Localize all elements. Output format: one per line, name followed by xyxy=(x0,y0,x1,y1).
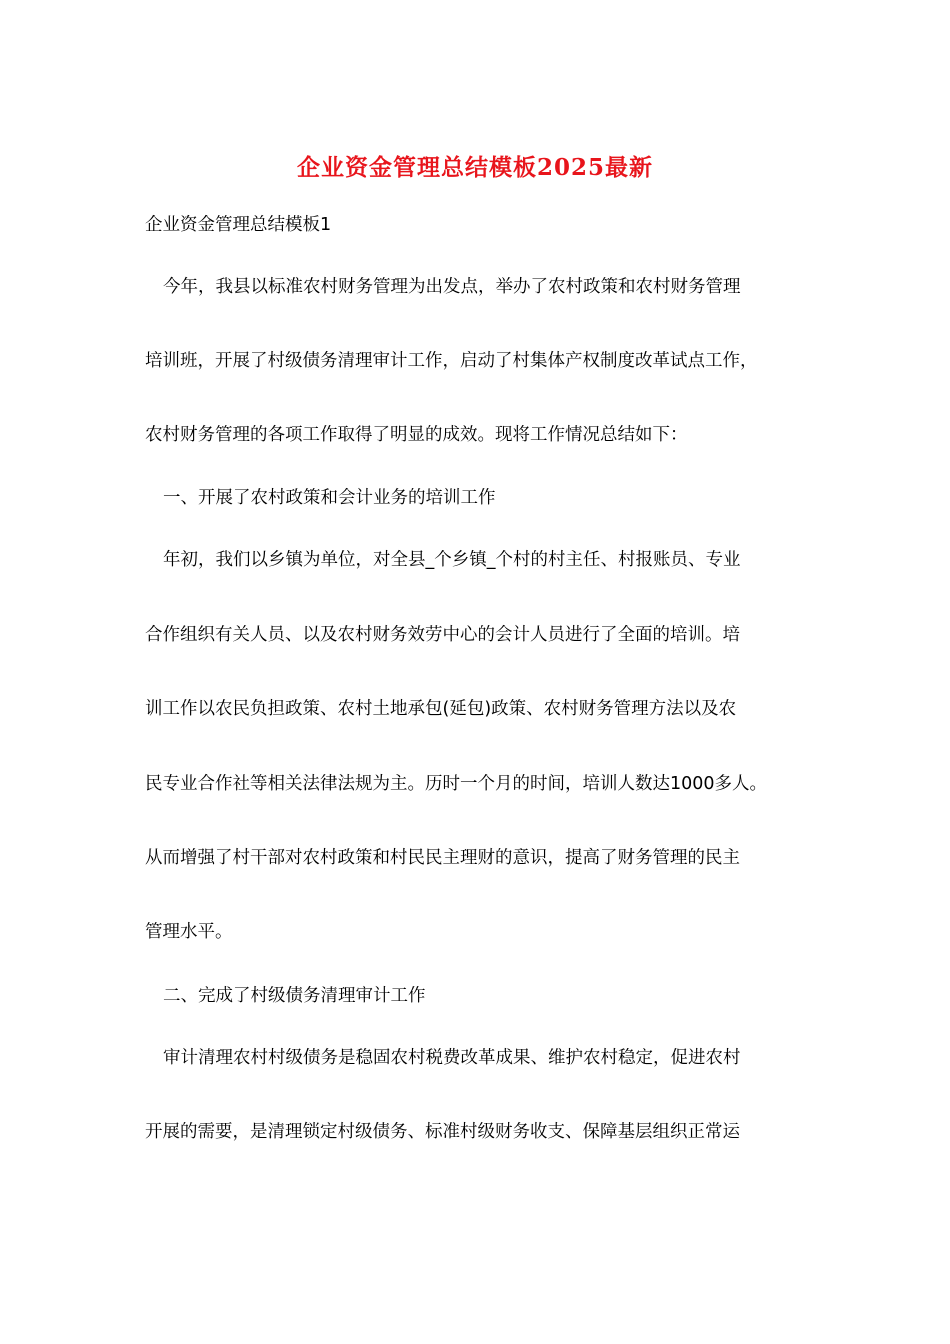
paragraph-line: 民专业合作社等相关法律法规为主。历时一个月的时间，培训人数达1000多人。 xyxy=(145,774,768,794)
paragraph-line: 训工作以农民负担政策、农村土地承包(延包)政策、农村财务管理方法以及农 xyxy=(145,699,737,719)
section-heading: 一、开展了农村政策和会计业务的培训工作 xyxy=(163,488,496,508)
section-heading: 二、完成了村级债务清理审计工作 xyxy=(163,986,426,1006)
paragraph-line: 管理水平。 xyxy=(145,922,233,942)
paragraph-line: 年初，我们以乡镇为单位，对全县_个乡镇_个村的村主任、村报账员、专业 xyxy=(163,550,741,570)
paragraph-line: 合作组织有关人员、以及农村财务效劳中心的会计人员进行了全面的培训。培 xyxy=(145,625,740,645)
paragraph-line: 农村财务管理的各项工作取得了明显的成效。现将工作情况总结如下： xyxy=(145,425,688,445)
document-title: 企业资金管理总结模板2025最新 xyxy=(296,154,653,181)
document-subtitle: 企业资金管理总结模板1 xyxy=(145,215,332,235)
paragraph-line: 开展的需要，是清理锁定村级债务、标准村级财务收支、保障基层组织正常运 xyxy=(145,1122,740,1142)
paragraph-line: 审计清理农村村级债务是稳固农村税费改革成果、维护农村稳定，促进农村 xyxy=(163,1048,741,1068)
paragraph-line: 培训班，开展了村级债务清理审计工作，启动了村集体产权制度改革试点工作， xyxy=(145,351,758,371)
paragraph-line: 今年，我县以标准农村财务管理为出发点，举办了农村政策和农村财务管理 xyxy=(163,277,741,297)
paragraph-line: 从而增强了村干部对农村政策和村民民主理财的意识，提高了财务管理的民主 xyxy=(145,848,740,868)
